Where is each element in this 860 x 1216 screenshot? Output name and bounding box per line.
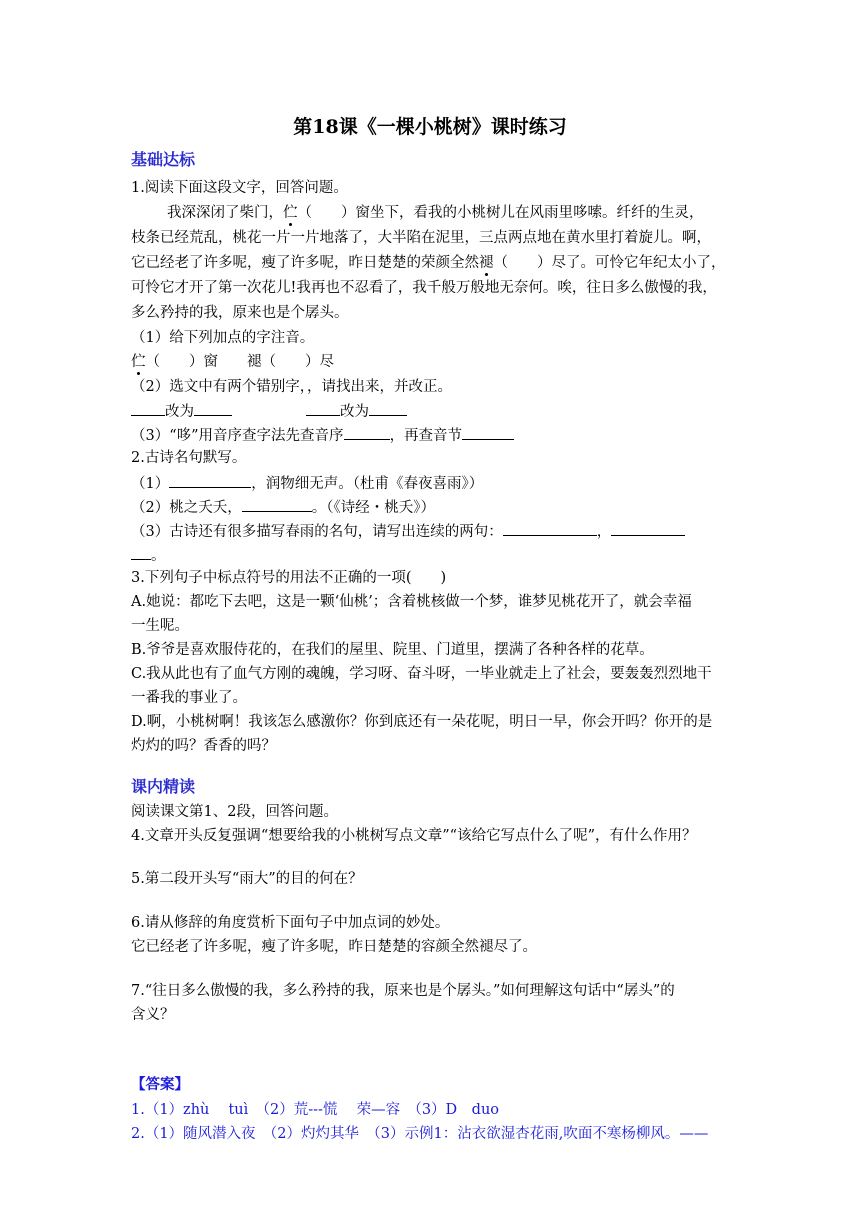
q1-sub-1-items: 伫（ ）窗 褪（ ）尽 — [131, 354, 334, 370]
q2-sub-3: （3）古诗还有很多描写春雨的名句，请写出连续的两句： ， — [131, 521, 731, 541]
section-heading-basic: 基础达标 — [131, 150, 196, 169]
answer-blank[interactable] — [503, 521, 597, 536]
q1-passage-line-1: 我深深闭了柴门，伫（ ）窗坐下，看我的小桃树儿在风雨里哆嗦。纤纤的生灵， — [167, 205, 704, 221]
dotted-char: 褪 — [479, 255, 494, 271]
q1-passage-line-5: 多么矜持的我，原来也是个孱头。 — [131, 305, 349, 321]
answer-blank[interactable] — [306, 401, 340, 416]
q2-sub-3-end: 。 — [131, 545, 731, 565]
q1-passage-line-2: 枝条已经荒乱，桃花一片一片地落了，大半陷在泥里，三点两点地在黄水里打着旋儿。啊， — [131, 230, 711, 246]
q3-stem: 3.下列句子中标点符号的用法不正确的一项( ) — [131, 570, 447, 586]
answer-blank[interactable] — [462, 425, 514, 440]
answer-blank[interactable] — [194, 401, 232, 416]
q7-question: 7.“往日多么傲慢的我，多么矜持的我，原来也是个孱头。”如何理解这句话中“孱头”的 — [131, 983, 675, 999]
q1-sub-2-blanks: 改为 改为 — [131, 401, 731, 421]
answer-blank[interactable] — [611, 521, 685, 536]
q1-sub-3: （3）“哆”用音序查字法先查音序 ，再查音节 — [131, 425, 731, 445]
q7-question-cont: 含义？ — [131, 1007, 175, 1023]
q3-option-a-cont: 一生呢。 — [131, 618, 189, 634]
answer-blank[interactable] — [242, 497, 312, 512]
q1-passage-line-3: 它已经老了许多呢，瘦了许多呢，昨日楚楚的荣颜全然褪（ ）尽了。可怜它年纪太小了， — [131, 255, 726, 271]
q5-question: 5.第二段开头写“雨大”的目的何在？ — [131, 871, 363, 887]
dotted-char: 伫 — [283, 205, 298, 221]
answer-blank[interactable] — [344, 425, 390, 440]
q1-stem: 1.阅读下面这段文字，回答问题。 — [131, 180, 348, 196]
q1-sub-1: （1）给下列加点的字注音。 — [131, 330, 315, 346]
q3-option-c: C.我从此也有了血气方刚的魂魄，学习呀、奋斗呀，一毕业就走上了社会，要轰轰烈烈地干 — [131, 666, 712, 682]
q6-quote: 它已经老了许多呢，瘦了许多呢，昨日楚楚的容颜全然褪尽了。 — [131, 939, 537, 955]
section-heading-reading: 课内精读 — [131, 777, 196, 796]
q4-question: 4.文章开头反复强调“想要给我的小桃树写点文章”“该给它写点什么了呢”，有什么作用？ — [131, 828, 697, 844]
answer-blank[interactable] — [131, 401, 165, 416]
q3-option-d-cont: 灼灼的吗？香香的吗？ — [131, 738, 276, 754]
answer-line-2: 2.（1）随风潜入夜 （2）灼灼其华 （3）示例1：沾衣欲湿杏花雨,吹面不寒杨柳风。—— — [131, 1126, 709, 1142]
q3-option-a: A.她说：都吃下去吧，这是一颗‘仙桃’；含着桃核做一个梦，谁梦见桃花开了，就会幸福 — [131, 594, 692, 610]
reading-intro: 阅读课文第1、2段，回答问题。 — [131, 804, 338, 820]
answer-line-1: 1.（1）zhù tuì （2）荒---慌 荣—容 （3）D duo — [131, 1102, 500, 1118]
page-title: 第18课《一棵小桃树》课时练习 — [293, 116, 567, 138]
q2-sub-2: （2）桃之夭夭， 。（《诗经・桃夭》） — [131, 497, 731, 517]
answer-blank[interactable] — [369, 401, 407, 416]
q6-question: 6.请从修辞的角度赏析下面句子中加点词的妙处。 — [131, 915, 450, 931]
answer-blank[interactable] — [169, 473, 251, 488]
q3-option-d: D.啊，小桃树啊！我该怎么感激你？你到底还有一朵花呢，明日一早，你会开吗？你开的是 — [131, 714, 713, 730]
q3-option-b: B.爷爷是喜欢服侍花的，在我们的屋里、院里、门道里，摆满了各种各样的花草。 — [131, 642, 654, 658]
q2-stem: 2.古诗名句默写。 — [131, 450, 247, 466]
answer-blank[interactable] — [131, 545, 151, 560]
q2-sub-1: （1） ，润物细无声。（杜甫《春夜喜雨》） — [131, 473, 731, 493]
answer-heading: 【答案】 — [131, 1076, 189, 1093]
q3-option-c-cont: 一番我的事业了。 — [131, 690, 247, 706]
q1-passage-line-4: 可怜它才开了第一次花儿!我再也不忍看了，我千般万般地无奈何。唉，往日多么傲慢的我， — [131, 280, 717, 296]
q1-sub-2: （2）选文中有两个错别字，，请找出来，并改正。 — [131, 379, 452, 395]
